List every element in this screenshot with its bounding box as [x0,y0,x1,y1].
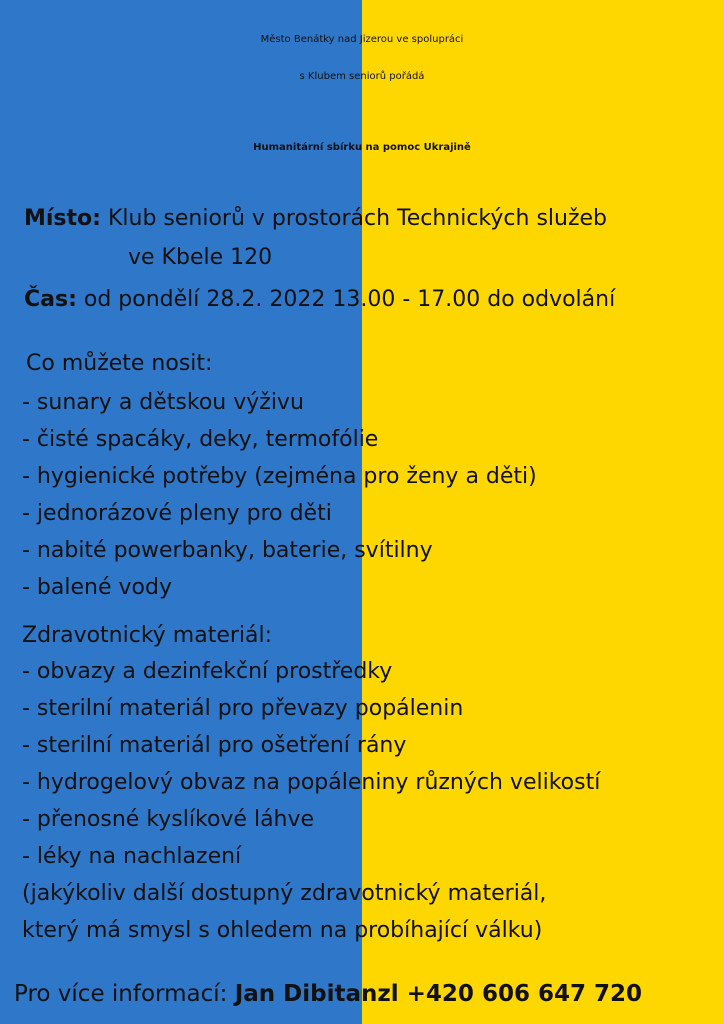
page-title: Humanitární sbírku na pomoc Ukrajině [253,142,471,153]
place-text-2: ve Kbele 120 [128,245,273,270]
list-item: - nabité powerbanky, baterie, svítilny [22,538,433,563]
list-item: - čisté spacáky, deky, termofólie [22,427,379,452]
header-line-1: Město Benátky nad Jizerou ve spolupráci [260,34,464,45]
header-line-2: s Klubem seniorů pořádá [299,71,425,82]
contact-name-phone: Jan Dibitanzl +420 606 647 720 [234,981,642,1007]
contact-row [14,980,642,1008]
list-item: - jednorázové pleny pro děti [22,501,332,526]
list-item: - balené vody [22,575,172,600]
list-item: - přenosné kyslíkové láhve [22,807,315,832]
list-item: - hygienické potřeby (zejména pro ženy a děti) [22,464,537,489]
medical-note-line-1: (jakýkoliv další dostupný zdravotnický materiál, [22,881,547,906]
place-text: Klub seniorů v prostorách Technických služeb [107,206,608,231]
place-row [24,205,607,233]
list-item: - obvazy a dezinfekční prostředky [22,659,393,684]
list-item: - hydrogelový obvaz na popáleniny různých velikostí [22,770,601,795]
list-item: - léky na nachlazení [22,844,242,869]
list-item: - sterilní materiál pro ošetření rány [22,733,407,758]
place-label: Místo: [24,206,101,231]
time-text: od pondělí 28.2. 2022 13.00 - 17.00 do odvolání [83,287,616,312]
medical-heading: Zdravotnický materiál: [22,623,273,648]
list-item: - sunary a dětskou výživu [22,390,304,415]
medical-note-line-2: který má smysl s ohledem na probíhající válku) [22,918,543,943]
list-item: - sterilní materiál pro převazy popálenin [22,696,464,721]
time-label: Čas: [24,287,77,312]
time-row [24,286,615,314]
items-heading: Co můžete nosit: [26,351,213,376]
contact-label: Pro více informací: [14,981,228,1007]
